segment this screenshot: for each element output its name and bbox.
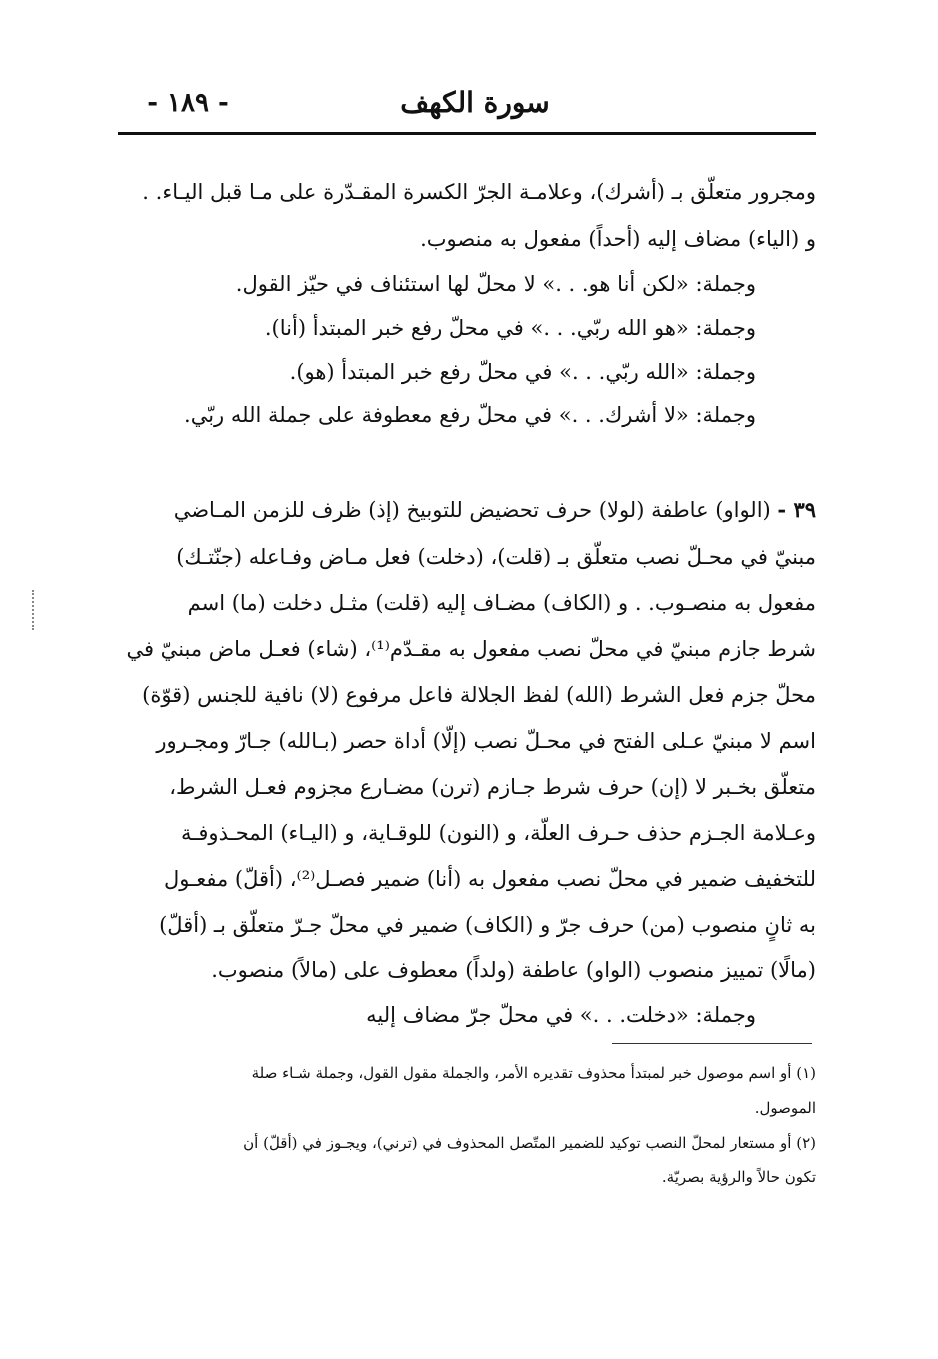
page-number: - ١٨٩ - (147, 88, 229, 118)
section-first-line (174, 497, 816, 523)
text-line: وجملة: «الله ربّي. . .» في محلّ رفع خبر المبتدأ (هو). (289, 360, 756, 384)
footnote-divider (612, 1043, 812, 1044)
text-line: وجملة: «هو الله ربّي. . .» في محلّ رفع خبر المبتدأ (أنا). (264, 316, 756, 340)
text-line: و (الياء) مضاف إليه (أحداً) مفعول به منصوب. (420, 227, 816, 251)
footnote-line: تكون حالاً والرؤية بصريّة. (661, 1168, 816, 1186)
text-line: متعلّق بخـبر لا (إن) حرف شرط جـازم (ترن) مضـارع مجزوم فعـل الشرط، (169, 775, 816, 799)
text-line: وجملة: «لا أشرك. . .» في محلّ رفع معطوفة على جملة الله ربّي. (184, 403, 756, 427)
page-title: سورة الكهف (400, 86, 550, 119)
footnote-line: الموصول. (754, 1099, 816, 1117)
text-line: شرط جازم مبنيّ في محلّ نصب مفعول به مقـدّم⁽¹⁾، (شاء) فعـل ماض مبنيّ في (126, 637, 816, 661)
header-divider (118, 132, 816, 135)
text-line: مبنيّ في محـلّ نصب متعلّق بـ (قلت)، (دخلت) فعل مـاض وفـاعله (جنّتـك) (176, 545, 816, 569)
footnote-line: (٢) أو مستعار لمحلّ النصب توكيد للضمير المتّصل المحذوف في (ترني)، ويجـوز في (أقلّ) أن (243, 1134, 816, 1152)
text-line: مفعول به منصـوب. . و (الكاف) مضـاف إليه (قلت) مثـل دخلت (ما) اسم (187, 591, 816, 615)
text-line: (مالًا) تمييز منصوب (الواو) عاطفة (ولداً) معطوف على (مالاً) منصوب. (211, 958, 816, 982)
text-line: وعـلامة الجـزم حذف حـرف العلّة، و (النون) للوقـاية، و (اليـاء) المحـذوفـة (180, 821, 816, 845)
text-line: وجملة: «دخلت. . .» في محلّ جرّ مضاف إليه (366, 1003, 756, 1027)
scan-margin-marks (32, 590, 38, 630)
footnote-line: (١) أو اسم موصول خبر لمبتدأ محذوف تقديره الأمر، والجملة مقول القول، وجملة شـاء صلة (251, 1064, 816, 1082)
text-line: اسم لا مبنيّ عـلى الفتح في محـلّ نصب (إلّا) أداة حصر (بـالله) جـارّ ومجـرور (156, 729, 816, 753)
text-line: ومجرور متعلّق بـ (أشرك)، وعلامـة الجرّ الكسرة المقـدّرة على مـا قبل اليـاء. . (142, 180, 816, 204)
section-first-line-text: (الواو) عاطفة (لولا) حرف تحضيض للتوبيخ (إذ) ظرف للزمن المـاضي (173, 498, 771, 522)
text-line: وجملة: «لكن أنا هو. . .» لا محلّ لها استئناف في حيّز القول. (235, 272, 756, 296)
text-line: محلّ جزم فعل الشرط (الله) لفظ الجلالة فاعل مرفوع (لا) نافية للجنس (قوّة) (142, 683, 816, 707)
text-line: به ثانٍ منصوب (من) حرف جرّ و (الكاف) ضمير في محلّ جـرّ متعلّق بـ (أقلّ) (159, 913, 816, 937)
section-number: ٣٩ - (777, 497, 816, 522)
text-line: للتخفيف ضمير في محلّ نصب مفعول به (أنا) ضمير فصـل⁽²⁾، (أقلّ) مفعـول (163, 867, 816, 891)
